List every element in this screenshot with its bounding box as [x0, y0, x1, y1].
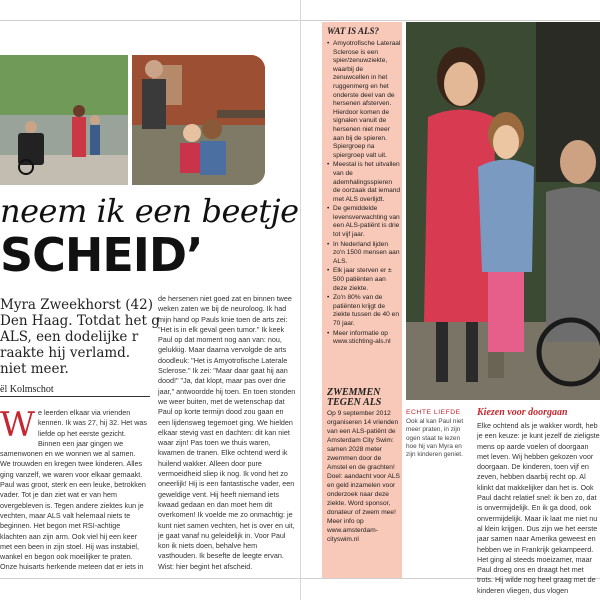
headline-line-1: neem ik een beetje: [0, 192, 299, 230]
sidebar-title: WAT IS ALS?: [327, 26, 380, 36]
photo-bench-family-illustration: [132, 55, 265, 185]
headline-line-2: SCHEID’: [0, 228, 203, 282]
photo-caption-title: ECHTE LIEFDE: [406, 409, 461, 416]
photo-caption-text: Ook al kan Paul niet meer praten, in zijn ogen staat te lezen hoe hij van Myra en zijn kinderen geniet.: [406, 418, 464, 459]
column-1-text: e leerden elkaar via vrienden kennen. Ik was 27, hij 32. Het was liefde op het eerste gezicht. Binnen een jaar gingen we samenwonen en we wonnen we al samen. We trouwden en kregen twee kinderen. Alles ging vanzelf, we waren voor elkaar gemaakt. Paul was groot, sterk en een leuke, betrokken vader. Tot je dan ziet wat er van hem overgebleven is. Tegen andere ziektes kun je vechten, maar ALS valt helemaal niets te beginnen. Het begon met RSI-achtige klachten aan zijn arm. Ook viel hij een keer met een been in zijn stoel. Hij was instabiel, wankel en begon ook moeilijker te praten. Onze huisarts herkende meteen dat er iets in: [0, 408, 148, 572]
sidebar-fact: • Meestal is het uitvallen van de ademhalingsspieren de oorzaak dat iemand met ALS overlijdt.: [327, 161, 401, 204]
lead-paragraph: Myra Zweekhorst (42) Den Haag. Totdat het g ALS, een dodelijke r raakte hij verlamd. niet meer.: [0, 297, 160, 377]
sidebar-fact: • Amyotrofische Lateraal Sclerose is een spier/zenuwziekte, waarbij de zenuwcellen in het ruggenmerg en het onderste deel van de hersenen afsterven. Hierdoor komen de signalen vanuit de hersenen niet meer aan bij de spieren. Spiergroep na spiergroep valt uit.: [327, 40, 401, 160]
sidebar-fact: • De gemiddelde levensverwachting van een ALS-patiënt is drie tot vijf jaar.: [327, 205, 401, 239]
photo-family-portrait-illustration: [406, 22, 600, 400]
magazine-spine: [300, 0, 301, 600]
column-3-text: Elke ochtend als je wakker wordt, heb je een keuze: je kunt jezelf de zieligste mens op aarde voelen of doorgaan met leven. Wij hebben gekozen voor doorgaan. De kinderen, toen vijf en zeven, hebben daarbij recht op. Al klinkt dat makkelijker dan het is. Ook Paul dacht relatief snel: ik ben zo, dat is onvermijdelijk. En ik ga dood, ook onvermijdelijk. Maar ik laat me niet nu al klein krijgen. Dus zijn we het eerste jaar samen naar Amerika geweest en hebben we in Frankrijk gekampeerd. Het ging al steeds moeizamer, maar Paul droeg ons en draagt het met trots. Hij wilde nog heel graag met de kinderen vliegen, dus vlogen: [477, 421, 600, 595]
drop-cap: W: [0, 405, 35, 445]
article-column-2: [158, 294, 296, 572]
sidebar-fact: • Zo'n 80% van de patiënten krijgt de ziekte tussen de 40 en 70 jaar.: [327, 294, 401, 328]
photo-street-walk-illustration: [0, 55, 128, 185]
sidebar-fact: • In Nederland lijden zo'n 1500 mensen aan ALS.: [327, 241, 401, 267]
photo-family-portrait: [406, 22, 600, 400]
sidebar-facts-list: [327, 40, 401, 348]
section-heading: Kiezen voor doorgaan: [477, 407, 568, 418]
photo-bench-family: [132, 55, 265, 185]
column-2-text: de hersenen niet goed zat en binnen twee weken zaten we bij de neuroloog. Ik had mijn hand op Pauls knie toen de arts zei: "Het is in elk geval geen tumor." Ik keek Paul op dat moment nog aan van: nou, gelukkig. Maar daarna vervolgde de arts doodleuk: "Het is Amyotrofische Laterale Sclerose." Ik zei: "Maar daar gaat hij aan dood!" "Ja, dat klopt, maar pas over drie jaar," antwoordde hij toen. En toen stonden we weer buiten, met de wetenschap dat Paul op korte termijn dood zou gaan en een lijdensweg tegemoet ging. We hielden elkaar stevig vast en dachten: dit kan niet waar zijn! Pas toen we thuis waren, kwamen de tranen. Elke ochtend werd ik huilend wakker. Alleen door pure vermoeidheid sliep ik nog. Ik vond het zo oneerlijk! Hij is een fantastische vader, een geweldige vent. Hij heeft niemand iets kwaad gedaan en dan moet hem dit overkomen! Ik voelde me zo onmachtig: je kunt niet samen vechten, het is over en uit, je gaat vanaf nu geleidelijk in. Voor Paul kon ik niets doen, behalve hem vasthouden. Ik besefte de leegte ervan. Wist: hier begint het afscheid.: [158, 294, 296, 571]
photo-street-walk: [0, 55, 128, 185]
article-column-3: [477, 421, 600, 596]
byline: ël Kolmschot: [0, 384, 150, 397]
sidebar-fact: • Meer informatie op www.stichting-als.nl: [327, 330, 401, 347]
sidebar-fact: • Elk jaar sterven er ± 500 patiënten aan deze ziekte.: [327, 267, 401, 293]
sidebar-swim-title: ZWEMMEN TEGEN ALS: [327, 387, 382, 408]
article-column-1: [0, 405, 148, 573]
sidebar-swim-text: Op 9 september 2012 organiseren 14 vrienden van een ALS-patiënt de Amsterdam City Swim: samen 2028 meter zwemmen door de Amstel en de grachten! Doel: aandacht voor ALS en geld inzamelen voor onderzoek naar deze ziekte. Word sponsor, donateur of zwem mee! Meer info op www.amsterdam-cityswim.nl: [327, 410, 400, 543]
